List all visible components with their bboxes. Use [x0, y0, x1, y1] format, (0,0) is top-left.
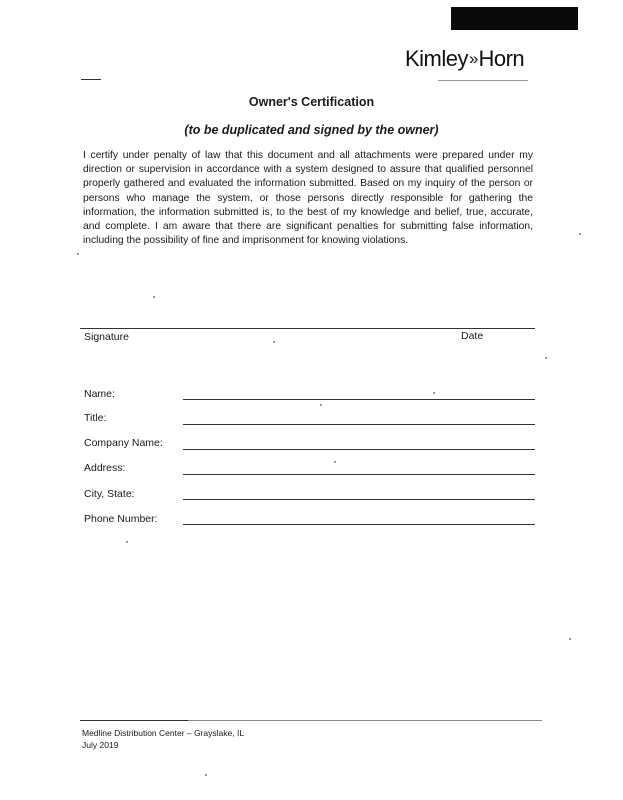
- signature-line[interactable]: [80, 328, 535, 329]
- logo-left-text: Kimley: [405, 46, 469, 71]
- scan-speck: [433, 392, 435, 394]
- company-name-label: Company Name:: [84, 437, 163, 449]
- title-field-line[interactable]: [183, 424, 535, 425]
- header-rule-right: [438, 80, 528, 81]
- scan-speck: [320, 404, 322, 406]
- scan-speck: [334, 461, 336, 463]
- kimley-horn-logo: [405, 46, 524, 72]
- city-state-label: City, State:: [84, 488, 135, 500]
- certification-statement: I certify under penalty of law that this document and all attachments were prepared under my direction or supervision in accordance with a system designed to assure that qualified personnel properly gathered and evaluated the information submitted. Based on my inquiry of the person or persons who manage the system, or those persons directly responsible for gathering the information, the information submitted is, to the best of my knowledge and belief, true, accurate, and complete. I am aware that there are significant penalties for submitting false information, including the possibility of fine and imprisonment for knowing violations.: [83, 150, 533, 247]
- scan-speck: [153, 296, 155, 298]
- page-subtitle: (to be duplicated and signed by the owner): [184, 123, 439, 137]
- header-rule: [81, 79, 101, 80]
- scan-speck: [569, 638, 571, 640]
- scan-speck: [579, 233, 581, 235]
- scan-speck: [126, 541, 128, 543]
- signature-label: Signature: [84, 331, 129, 343]
- logo-chevron-mark: »: [469, 49, 476, 68]
- address-field-line[interactable]: [183, 474, 535, 475]
- footer-rule-accent: [80, 720, 188, 721]
- logo-right-text: Horn: [478, 46, 525, 71]
- date-label: Date: [461, 330, 484, 342]
- company-name-field-line[interactable]: [183, 449, 535, 450]
- name-label: Name:: [84, 388, 115, 400]
- scan-speck: [205, 774, 207, 776]
- footer-date: July 2019: [82, 740, 119, 750]
- address-label: Address:: [84, 462, 126, 474]
- redaction-box: [451, 7, 578, 30]
- page-title: Owner's Certification: [248, 95, 375, 109]
- name-field-line[interactable]: [183, 399, 535, 400]
- scan-speck: [545, 357, 547, 359]
- footer-project-name: Medline Distribution Center – Grayslake, IL: [82, 728, 245, 738]
- phone-number-label: Phone Number:: [84, 513, 158, 525]
- phone-number-field-line[interactable]: [183, 524, 535, 525]
- city-state-field-line[interactable]: [183, 499, 535, 500]
- scan-speck: [273, 341, 275, 343]
- scan-speck: [77, 253, 79, 255]
- title-label: Title:: [84, 412, 107, 424]
